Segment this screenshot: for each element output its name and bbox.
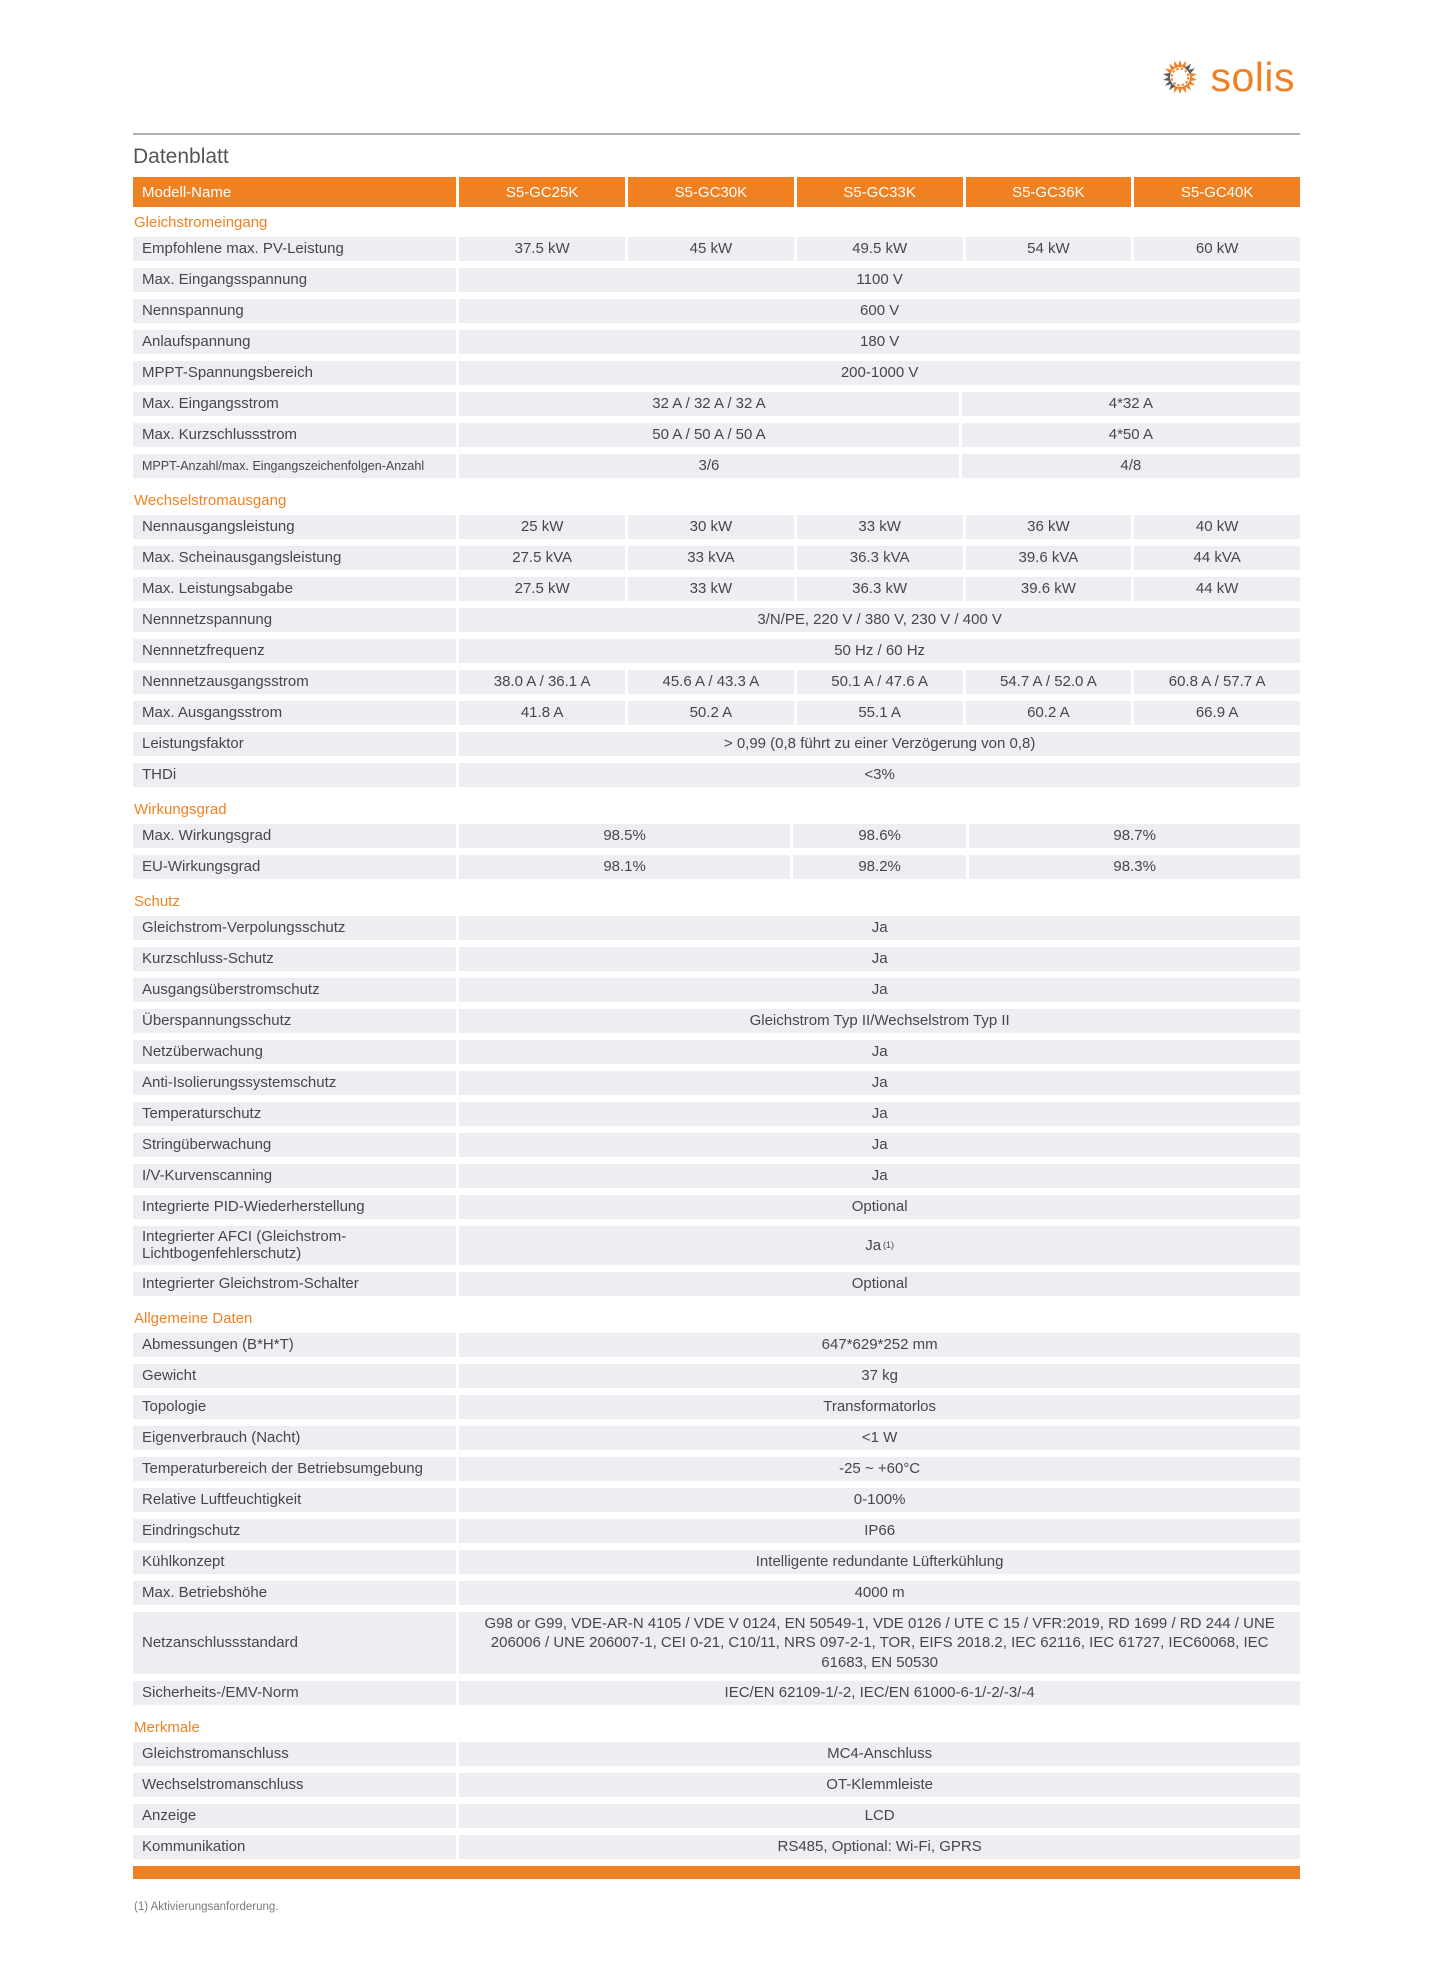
spec-row bbox=[133, 978, 1300, 1002]
spec-row bbox=[133, 1333, 1300, 1357]
spec-label: Max. Scheinausgangsleistung bbox=[133, 546, 456, 570]
solis-logo-text: solis bbox=[1210, 53, 1295, 100]
spec-row bbox=[133, 423, 1300, 447]
spec-value: 49.5 kW bbox=[797, 237, 963, 261]
spec-label: MPPT-Anzahl/max. Eingangszeichenfolgen-Anzahl bbox=[133, 454, 456, 478]
spec-value: 33 kW bbox=[628, 577, 794, 601]
spec-value: 60.2 A bbox=[966, 701, 1132, 725]
spec-value: 45.6 A / 43.3 A bbox=[628, 670, 794, 694]
spec-label: Relative Luftfeuchtigkeit bbox=[133, 1488, 456, 1512]
page-title: Datenblatt bbox=[133, 145, 229, 168]
spec-value: 60.8 A / 57.7 A bbox=[1134, 670, 1300, 694]
spec-value: 25 kW bbox=[459, 515, 625, 539]
spec-row bbox=[133, 1040, 1300, 1064]
model-column-header: S5-GC36K bbox=[966, 177, 1132, 207]
spec-row bbox=[133, 1364, 1300, 1388]
spec-row bbox=[133, 1164, 1300, 1188]
spec-value: 66.9 A bbox=[1134, 701, 1300, 725]
spec-row bbox=[133, 1272, 1300, 1296]
spec-value: IP66 bbox=[459, 1519, 1300, 1543]
spec-row bbox=[133, 454, 1300, 478]
spec-value: 54 kW bbox=[966, 237, 1132, 261]
spec-label: Stringüberwachung bbox=[133, 1133, 456, 1157]
spec-value: 45 kW bbox=[628, 237, 794, 261]
spec-value: 1100 V bbox=[459, 268, 1300, 292]
spec-row bbox=[133, 1102, 1300, 1126]
spec-value: Gleichstrom Typ II/Wechselstrom Typ II bbox=[459, 1009, 1300, 1033]
spec-value: 98.5% bbox=[459, 824, 790, 848]
spec-value: 40 kW bbox=[1134, 515, 1300, 539]
spec-row bbox=[133, 299, 1300, 323]
spec-row bbox=[133, 1457, 1300, 1481]
footnote: (1) Aktivierungsanforderung. bbox=[134, 1901, 279, 1913]
spec-value: 50.2 A bbox=[628, 701, 794, 725]
spec-row bbox=[133, 268, 1300, 292]
spec-label: Max. Betriebshöhe bbox=[133, 1581, 456, 1605]
spec-value: 55.1 A bbox=[797, 701, 963, 725]
section-title: Gleichstromeingang bbox=[134, 214, 268, 231]
spec-row bbox=[133, 1581, 1300, 1605]
spec-value: > 0,99 (0,8 führt zu einer Verzögerung von 0,8) bbox=[459, 732, 1300, 756]
spec-row bbox=[133, 1804, 1300, 1828]
spec-label: Abmessungen (B*H*T) bbox=[133, 1333, 456, 1357]
spec-value: 30 kW bbox=[628, 515, 794, 539]
spec-value: 37.5 kW bbox=[459, 237, 625, 261]
model-name-header: Modell-Name bbox=[133, 177, 456, 207]
spec-label: Eigenverbrauch (Nacht) bbox=[133, 1426, 456, 1450]
spec-row bbox=[133, 1426, 1300, 1450]
spec-value: MC4-Anschluss bbox=[459, 1742, 1300, 1766]
spec-value: Transformatorlos bbox=[459, 1395, 1300, 1419]
spec-label: Topologie bbox=[133, 1395, 456, 1419]
spec-value: 37 kg bbox=[459, 1364, 1300, 1388]
spec-table bbox=[133, 177, 1300, 1879]
spec-label: Temperaturbereich der Betriebsumgebung bbox=[133, 1457, 456, 1481]
spec-value: 0-100% bbox=[459, 1488, 1300, 1512]
spec-value: 50 A / 50 A / 50 A bbox=[459, 423, 958, 447]
spec-row bbox=[133, 546, 1300, 570]
spec-value: 3/6 bbox=[459, 454, 958, 478]
spec-label: Max. Leistungsabgabe bbox=[133, 577, 456, 601]
spec-label: Nennnetzausgangsstrom bbox=[133, 670, 456, 694]
spec-label: MPPT-Spannungsbereich bbox=[133, 361, 456, 385]
spec-label: Max. Eingangsspannung bbox=[133, 268, 456, 292]
spec-label: Sicherheits-/EMV-Norm bbox=[133, 1681, 456, 1705]
spec-value: Ja bbox=[459, 1133, 1300, 1157]
spec-value: Ja (1) bbox=[459, 1226, 1300, 1265]
spec-value: 38.0 A / 36.1 A bbox=[459, 670, 625, 694]
spec-row bbox=[133, 1226, 1300, 1265]
spec-row bbox=[133, 947, 1300, 971]
spec-row bbox=[133, 916, 1300, 940]
spec-value: OT-Klemmleiste bbox=[459, 1773, 1300, 1797]
spec-row bbox=[133, 1071, 1300, 1095]
spec-value: 36.3 kVA bbox=[797, 546, 963, 570]
spec-label: Wechselstromanschluss bbox=[133, 1773, 456, 1797]
spec-value: 180 V bbox=[459, 330, 1300, 354]
spec-value: RS485, Optional: Wi-Fi, GPRS bbox=[459, 1835, 1300, 1859]
spec-value: <1 W bbox=[459, 1426, 1300, 1450]
spec-value: 50.1 A / 47.6 A bbox=[797, 670, 963, 694]
spec-value: 39.6 kW bbox=[966, 577, 1132, 601]
spec-value: 33 kW bbox=[797, 515, 963, 539]
spec-value: 647*629*252 mm bbox=[459, 1333, 1300, 1357]
spec-value: 4*50 A bbox=[962, 423, 1300, 447]
spec-label: Überspannungsschutz bbox=[133, 1009, 456, 1033]
spec-label: I/V-Kurvenscanning bbox=[133, 1164, 456, 1188]
spec-row bbox=[133, 763, 1300, 787]
section-title: Wirkungsgrad bbox=[134, 801, 227, 818]
spec-row bbox=[133, 1681, 1300, 1705]
spec-label: Kommunikation bbox=[133, 1835, 456, 1859]
spec-value: Optional bbox=[459, 1272, 1300, 1296]
spec-label: Kühlkonzept bbox=[133, 1550, 456, 1574]
spec-row bbox=[133, 732, 1300, 756]
spec-value: G98 or G99, VDE-AR-N 4105 / VDE V 0124, EN 50549-1, VDE 0126 / UTE C 15 / VFR:2019, RD 1699 / RD 244 / UNE 206006 / UNE 206007-1, CEI 0-21, C10/11, NRS 097-2-1, TOR, EIFS 2018.2, IEC 62116, IEC 61727, IEC60068, IEC 61683, EN 50530 bbox=[459, 1612, 1300, 1675]
spec-label: Anlaufspannung bbox=[133, 330, 456, 354]
spec-row bbox=[133, 1835, 1300, 1859]
spec-row bbox=[133, 1009, 1300, 1033]
spec-value: <3% bbox=[459, 763, 1300, 787]
spec-label: Max. Wirkungsgrad bbox=[133, 824, 456, 848]
spec-row bbox=[133, 1773, 1300, 1797]
spec-label: Netzanschlussstandard bbox=[133, 1612, 456, 1675]
spec-label: Max. Ausgangsstrom bbox=[133, 701, 456, 725]
spec-value: 39.6 kVA bbox=[966, 546, 1132, 570]
spec-value: 27.5 kW bbox=[459, 577, 625, 601]
spec-value: 44 kW bbox=[1134, 577, 1300, 601]
spec-label: Gewicht bbox=[133, 1364, 456, 1388]
spec-label: Integrierte PID-Wiederherstellung bbox=[133, 1195, 456, 1219]
spec-label: Max. Kurzschlussstrom bbox=[133, 423, 456, 447]
solis-logo bbox=[1157, 54, 1295, 100]
spec-value: 98.1% bbox=[459, 855, 790, 879]
spec-value: 3/N/PE, 220 V / 380 V, 230 V / 400 V bbox=[459, 608, 1300, 632]
spec-value: Intelligente redundante Lüfterkühlung bbox=[459, 1550, 1300, 1574]
spec-value: 33 kVA bbox=[628, 546, 794, 570]
table-body bbox=[133, 207, 1300, 1859]
spec-label: Netzüberwachung bbox=[133, 1040, 456, 1064]
spec-value: -25 ~ +60°C bbox=[459, 1457, 1300, 1481]
model-column-header: S5-GC33K bbox=[797, 177, 963, 207]
section-title: Wechselstromausgang bbox=[134, 492, 287, 509]
spec-label: Anzeige bbox=[133, 1804, 456, 1828]
section-title: Allgemeine Daten bbox=[134, 1309, 253, 1327]
spec-row bbox=[133, 1395, 1300, 1419]
spec-row bbox=[133, 670, 1300, 694]
header-divider bbox=[133, 133, 1300, 135]
section-title: Schutz bbox=[134, 893, 180, 910]
spec-label: Anti-Isolierungssystemschutz bbox=[133, 1071, 456, 1095]
spec-value: 32 A / 32 A / 32 A bbox=[459, 392, 958, 416]
spec-value: 36 kW bbox=[966, 515, 1132, 539]
spec-label: Nennnetzspannung bbox=[133, 608, 456, 632]
spec-value: 36.3 kW bbox=[797, 577, 963, 601]
spec-value: 54.7 A / 52.0 A bbox=[966, 670, 1132, 694]
spec-value: Ja bbox=[459, 1040, 1300, 1064]
section-title: Merkmale bbox=[134, 1719, 200, 1736]
spec-row bbox=[133, 1133, 1300, 1157]
model-column-header: S5-GC40K bbox=[1134, 177, 1300, 207]
spec-row bbox=[133, 237, 1300, 261]
spec-value: 4*32 A bbox=[962, 392, 1300, 416]
spec-label: Nennnetzfrequenz bbox=[133, 639, 456, 663]
spec-value: 44 kVA bbox=[1134, 546, 1300, 570]
spec-row bbox=[133, 1488, 1300, 1512]
spec-label: Max. Eingangsstrom bbox=[133, 392, 456, 416]
model-column-header: S5-GC25K bbox=[459, 177, 625, 207]
spec-value: Ja bbox=[459, 1164, 1300, 1188]
spec-label: Integrierter Gleichstrom-Schalter bbox=[133, 1272, 456, 1296]
spec-label: Kurzschluss-Schutz bbox=[133, 947, 456, 971]
spec-label: Integrierter AFCI (Gleichstrom-Lichtbogenfehlerschutz) bbox=[133, 1226, 456, 1265]
spec-value: Ja bbox=[459, 1071, 1300, 1095]
spec-label: THDi bbox=[133, 763, 456, 787]
solis-sun-icon bbox=[1157, 54, 1203, 100]
spec-row bbox=[133, 1519, 1300, 1543]
spec-row bbox=[133, 515, 1300, 539]
spec-value: 4/8 bbox=[962, 454, 1300, 478]
spec-row bbox=[133, 1550, 1300, 1574]
spec-value: 98.6% bbox=[793, 824, 966, 848]
spec-value: Optional bbox=[459, 1195, 1300, 1219]
spec-value: IEC/EN 62109-1/-2, IEC/EN 61000-6-1/-2/-3/-4 bbox=[459, 1681, 1300, 1705]
table-bottom-bar bbox=[133, 1866, 1300, 1879]
spec-value: 41.8 A bbox=[459, 701, 625, 725]
spec-label: Gleichstromanschluss bbox=[133, 1742, 456, 1766]
spec-value: 98.2% bbox=[793, 855, 966, 879]
spec-row bbox=[133, 639, 1300, 663]
spec-value: 4000 m bbox=[459, 1581, 1300, 1605]
model-column-header: S5-GC30K bbox=[628, 177, 794, 207]
spec-value: 27.5 kVA bbox=[459, 546, 625, 570]
spec-label: Empfohlene max. PV-Leistung bbox=[133, 237, 456, 261]
spec-row bbox=[133, 855, 1300, 879]
spec-row bbox=[133, 1612, 1300, 1675]
spec-row bbox=[133, 701, 1300, 725]
spec-row bbox=[133, 577, 1300, 601]
spec-label: Eindringschutz bbox=[133, 1519, 456, 1543]
spec-value: LCD bbox=[459, 1804, 1300, 1828]
spec-row bbox=[133, 608, 1300, 632]
table-header-row bbox=[133, 177, 1300, 207]
spec-value: 200-1000 V bbox=[459, 361, 1300, 385]
spec-value: 98.7% bbox=[969, 824, 1300, 848]
content-area bbox=[133, 133, 1300, 1913]
spec-row bbox=[133, 824, 1300, 848]
spec-row bbox=[133, 330, 1300, 354]
spec-value: Ja bbox=[459, 978, 1300, 1002]
spec-label: EU-Wirkungsgrad bbox=[133, 855, 456, 879]
spec-value: 600 V bbox=[459, 299, 1300, 323]
spec-row bbox=[133, 1742, 1300, 1766]
spec-value: Ja bbox=[459, 947, 1300, 971]
spec-value: Ja bbox=[459, 1102, 1300, 1126]
spec-value: 60 kW bbox=[1134, 237, 1300, 261]
spec-label: Nennausgangsleistung bbox=[133, 515, 456, 539]
spec-value: Ja bbox=[459, 916, 1300, 940]
spec-label: Nennspannung bbox=[133, 299, 456, 323]
spec-value: 50 Hz / 60 Hz bbox=[459, 639, 1300, 663]
spec-label: Temperaturschutz bbox=[133, 1102, 456, 1126]
spec-row bbox=[133, 392, 1300, 416]
spec-label: Ausgangsüberstromschutz bbox=[133, 978, 456, 1002]
spec-row bbox=[133, 361, 1300, 385]
spec-label: Leistungsfaktor bbox=[133, 732, 456, 756]
spec-label: Gleichstrom-Verpolungsschutz bbox=[133, 916, 456, 940]
spec-row bbox=[133, 1195, 1300, 1219]
spec-value: 98.3% bbox=[969, 855, 1300, 879]
